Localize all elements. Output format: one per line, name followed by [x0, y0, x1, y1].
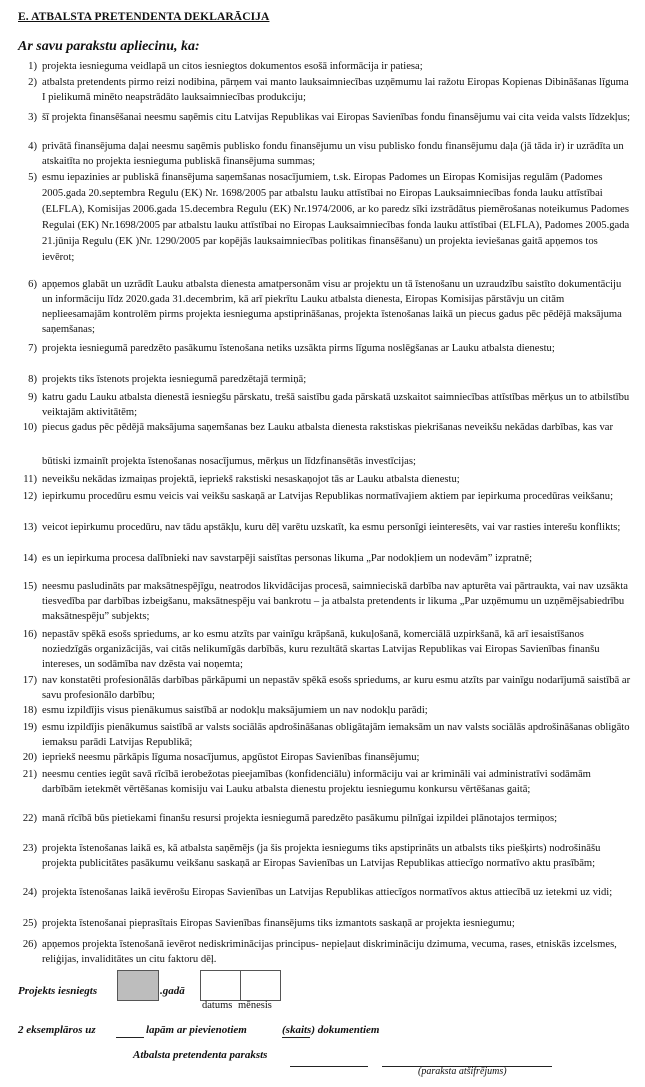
item-number: 23): [22, 843, 37, 854]
item-text: piecus gadus pēc pēdējā maksājuma saņemšanas bez Lauku atbalsta dienesta rakstiskas piekrišanas neveikšu nekādas darbības, kas var būtiski izmainīt projekta īstenošanas nosacījumus, mērķus un līdzfinansētās investīcijas;: [42, 422, 613, 467]
declaration-intro: Ar savu parakstu apliecinu, ka:: [18, 39, 200, 54]
signature-line[interactable]: [290, 1066, 368, 1067]
item-number: 1): [28, 61, 37, 72]
item-text: apņemos projekta īstenošanā ievērot nediskriminācijas principus- nepieļaut diskrimināciju dzimuma, vecuma, rases, etniskās izcelsmes, reliģijas, invaliditātes un citu faktoru dēļ.: [42, 939, 617, 965]
item-text: veicot iepirkumu procedūru, nav tādu apstākļu, kuru dēļ varētu uzskatīt, ka esmu personīgi ieinteresēts, vai var rasties interešu konflikts;: [42, 522, 621, 533]
document-count-input[interactable]: [282, 1037, 310, 1038]
item-number: 8): [28, 374, 37, 385]
item-number: 5): [28, 172, 37, 183]
item-number: 20): [22, 752, 37, 763]
item-number: 24): [22, 887, 37, 898]
item-text: projekta īstenošanas laikā es, kā atbalsta saņēmējs (ja šis projekta iesniegums tiks apstiprināts un atbalsts tiks piešķirts) nodrošināšu projekta publicitātes pasākumu veikšanu saskaņā ar Eiropas Savienības un Latvijas Republikas attiecīgo normatīvo aktu prasībām;: [42, 843, 601, 869]
item-text: neesmu centies iegūt savā rīcībā ierobežotas pieejamības (konfidenciālu) informāciju vai ar krimināli vai administratīvi sodāmām darbībām ietekmēt vērtēšanas komisiju vai Lauku atbalsta dienestu projektu iesniegumu konkursu vērtēšanas gaitā;: [42, 769, 591, 795]
item-number: 11): [23, 474, 37, 485]
item-number: 7): [28, 343, 37, 354]
item-number: 10): [22, 422, 37, 433]
item-text: katru gadu Lauku atbalsta dienestā iesniegšu pārskatu, trešā saistību gada pārskatā uzskaitot saimniecības attīstības mērķus un to atbilstību veiktajām aktivitātēm;: [42, 392, 630, 418]
item-text: projekta iesnieguma veidlapā un citos iesniegtos dokumentos esošā informācija ir patiesa;: [42, 61, 423, 72]
item-number: 3): [28, 112, 37, 123]
item-number: 18): [22, 705, 37, 716]
day-label: datums: [202, 1000, 233, 1011]
day-input[interactable]: [200, 970, 241, 1001]
item-text: apņemos glabāt un uzrādīt Lauku atbalsta dienesta amatpersonām visu ar projektu un tā īstenošanu un uzraudzību saistīto dokumentāciju un informāciju līdz 2020.gada 31.decembrim, kā arī piekrītu Lauku atbalsta dienesta, Eiropas Komisijas pārstāvju un citām neplieesamajām kontrolēm pirms projekta iesnieguma apstiprināšanas, projekta īstenošanas laikā un piecus gadus pēc pēdējā maksājuma saņemšanas;: [42, 279, 622, 335]
item-number: 19): [22, 722, 37, 733]
page-count-input[interactable]: [116, 1037, 144, 1038]
month-label: mēnesis: [238, 1000, 272, 1011]
item-text: es un iepirkuma procesa dalībnieki nav savstarpēji saistītas personas likuma „Par nodokļiem un nodevām” izpratnē;: [42, 553, 533, 564]
item-text: atbalsta pretendents pirmo reizi nodibina, pārņem vai manto lauksaimniecības uzņēmumu lai ražotu Eiropas Kopienas Dibināšanas līguma I pielikumā minēto neapstrādāto lauksaimniecības produkciju;: [42, 77, 629, 103]
item-number: 21): [22, 769, 37, 780]
section-heading: E. ATBALSTA PRETENDENTA DEKLARĀCIJA: [18, 11, 270, 23]
item-number: 22): [22, 813, 37, 824]
item-number: 16): [22, 629, 37, 640]
month-input[interactable]: [240, 970, 281, 1001]
copies-suffix-label: (skaits) dokumentiem: [282, 1024, 380, 1036]
item-text: nepastāv spēkā esošs spriedums, ar ko esmu atzīts par vainīgu krāpšanā, kukuļošanā, komerciālā uzpirkšanā, kā arī iesaistīšanos noziedzīgās organizācijās, vai citās nelikumīgās darbībās, kuru rezultātā skartas Latvijas Republikas vai Eiropas Savienības finanšu intereses, un sodāmība nav dzēsta vai noņemta;: [42, 629, 600, 670]
item-number: 25): [22, 918, 37, 929]
copies-prefix-label: 2 eksemplāros uz: [18, 1024, 96, 1036]
applicant-signature-label: Atbalsta pretendenta paraksts: [133, 1049, 268, 1061]
item-text: projekta īstenošanas laikā ievērošu Eiropas Savienības un Latvijas Republikas attiecīgos normatīvos aktus attiecībā uz ietekmi uz vidi;: [42, 887, 613, 898]
item-number: 6): [28, 279, 37, 290]
project-submitted-label: Projekts iesniegts: [18, 985, 98, 997]
item-text: esmu iepazinies ar publiskā finansējuma saņemšanas nosacījumiem, t.sk. Eiropas Padomes un Eiropas Komisijas regulām (Padomes 2005.gada 20.septembra Regulu (EK) Nr. 1698/2005 par atbalstu lauku attīstībai no Eiropas Lauksaimniecības fonda lauku attīstībai (ELFLA), Komisijas 2006.gada 15.decembra Regulu (EK) Nr.1974/2006, ar ko paredz sīki izstrādātus piemērošanas noteikumus Padomes Regulai (EK) Nr.1698/2005 par atbalstu lauku attīstībai no Eiropas Lauksaimniecības fonda lauku attīstībai (ELFLA), Padomes 2005.gada 21.jūnija Regulu (EK )Nr. 1290/2005 par kopējās lauksaimniecības politikas finansēšanu) un projekta ieviešanas gaitā apņemos tos ievērot;: [42, 172, 630, 263]
item-text: neveikšu nekādas izmaiņas projektā, iepriekš rakstiski nesaskaņojot tās ar Lauku atbalsta dienestu;: [42, 474, 460, 485]
signature-decoding-label: (paraksta atšifrējums): [418, 1066, 507, 1077]
item-number: 14): [22, 553, 37, 564]
item-text: projekta iesniegumā paredzēto pasākumu īstenošana netiks uzsākta pirms līguma noslēgšanas ar Lauku atbalsta dienestu;: [42, 343, 555, 354]
item-number: 26): [22, 939, 37, 950]
copies-middle-label: lapām ar pievienotiem: [146, 1024, 247, 1036]
item-text: šī projekta finansēšanai neesmu saņēmis citu Latvijas Republikas vai Eiropas Savienības fondu finansējumu vai cita veida valsts līdzekļus;: [42, 112, 631, 123]
item-text: manā rīcībā būs pietiekami finanšu resursi projekta iesniegumā paredzēto pasākumu pilnīgai izpildei plānotajos termiņos;: [42, 813, 558, 824]
item-number: 17): [22, 675, 37, 686]
item-text: privātā finansējuma daļai neesmu saņēmis publisko fondu finansējumu un visu publisko fondu finansējumu daļa (jā tāda ir) ir uzrādīta un atskaitīta no projekta iesnieguma publiskā finansējuma summas;: [42, 141, 624, 167]
item-number: 13): [22, 522, 37, 533]
item-text: nav konstatēti profesionālās darbības pārkāpumi un nepastāv spēkā esošs spriedums, ar kuru esmu atzīts par vainīgu nodarījumā saistībā ar savu profesionālo darbību;: [42, 675, 631, 701]
item-number: 4): [28, 141, 37, 152]
item-text: iepirkumu procedūru esmu veicis vai veikšu saskaņā ar Latvijas Republikas normatīvajiem aktiem par iepirkuma procedūras veikšanu;: [42, 491, 614, 502]
item-text: projekta īstenošanai pieprasītais Eiropas Savienības finansējums tiks izmantots saskaņā ar projekta iesniegumu;: [42, 918, 515, 929]
item-number: 2): [28, 77, 37, 88]
item-text: esmu izpildījis pienākumus saistībā ar valsts sociālās apdrošināšanas obligātajām iemaksām un nav valsts sociālās apdrošināšanas obligāto iemaksu parādi Latvijas Republikā;: [42, 722, 630, 748]
year-input[interactable]: [117, 970, 159, 1001]
item-text: iepriekš neesmu pārkāpis līguma nosacījumus, apgūstot Eiropas Savienības finansējumu;: [42, 752, 420, 763]
item-number: 15): [22, 581, 37, 592]
year-suffix-label: .gadā: [160, 985, 185, 997]
item-text: projekts tiks īstenots projekta iesniegumā paredzētajā termiņā;: [42, 374, 307, 385]
item-number: 12): [22, 491, 37, 502]
item-number: 9): [28, 392, 37, 403]
item-text: neesmu pasludināts par maksātnespējīgu, neatrodos likvidācijas procesā, saimnieciskā darbība nav apturēta vai pārtraukta, vai nav uzsākta tiesvedība par darbības izbeigšanu, maksātnespēju vai bankrotu – ja atbalsta pretendents ir likuma „Par uzņēmumu un uzņēmējsabiedrību maksātnespēju” subjekts;: [42, 581, 628, 622]
item-text: esmu izpildījis visus pienākumus saistībā ar nodokļu maksājumiem un nav nodokļu parādi;: [42, 705, 428, 716]
